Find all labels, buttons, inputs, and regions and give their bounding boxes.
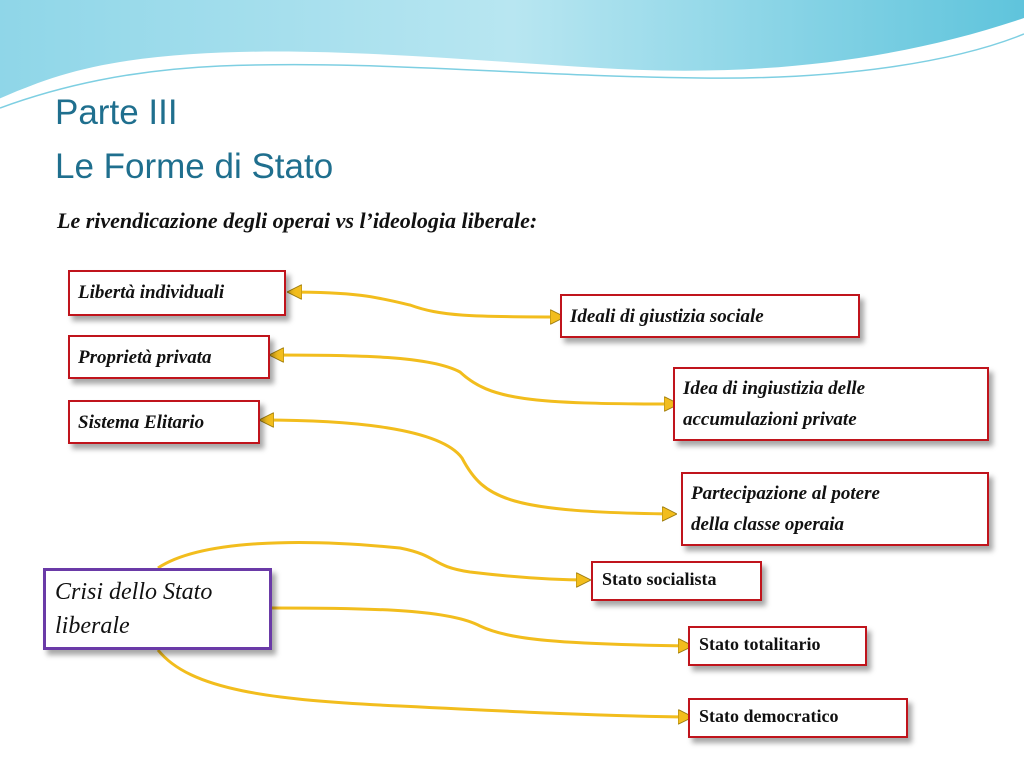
arrow-crisi-totalitario [272,608,690,646]
box-partecipazione-line2: della classe operaia [691,514,845,535]
box-crisi-stato-liberale [43,568,272,650]
box-partecipazione-potere [681,472,989,546]
arrow-liberta-ideali [290,292,562,317]
box-elitario-label: Sistema Elitario [78,412,205,433]
box-liberta-individuali [68,270,286,316]
box-stato-socialista [591,561,762,601]
box-proprieta-privata [68,335,270,379]
box-crisi-line1: Crisi dello Stato [55,579,213,605]
box-stato-democratico [688,698,908,738]
box-democratico-label: Stato democratico [699,706,839,726]
arrow-proprieta-ingiustizia [272,355,676,404]
box-idea-ingiustizia [673,367,989,441]
box-stato-totalitario [688,626,867,666]
arrow-crisi-democratico [158,650,690,717]
box-ideali-label: Ideali di giustizia sociale [570,306,764,327]
box-proprieta-label: Proprietà privata [78,347,212,368]
arrow-elitario-partecipazione [262,420,674,514]
slide-title-line1: Parte III [55,93,178,132]
box-ideali-giustizia [560,294,860,338]
slide-title-line2: Le Forme di Stato [55,147,334,186]
slide-subtitle: Le rivendicazione degli operai vs l’ideologia liberale: [57,208,538,233]
box-liberta-label: Libertà individuali [78,282,225,303]
box-crisi-line2: liberale [55,613,130,639]
box-totalitario-label: Stato totalitario [699,634,821,654]
box-ingiustizia-line1: Idea di ingiustizia delle [683,378,866,399]
box-ingiustizia-line2: accumulazioni private [683,409,857,430]
box-partecipazione-line1: Partecipazione al potere [691,483,880,504]
box-socialista-label: Stato socialista [602,569,717,589]
box-sistema-elitario [68,400,260,444]
